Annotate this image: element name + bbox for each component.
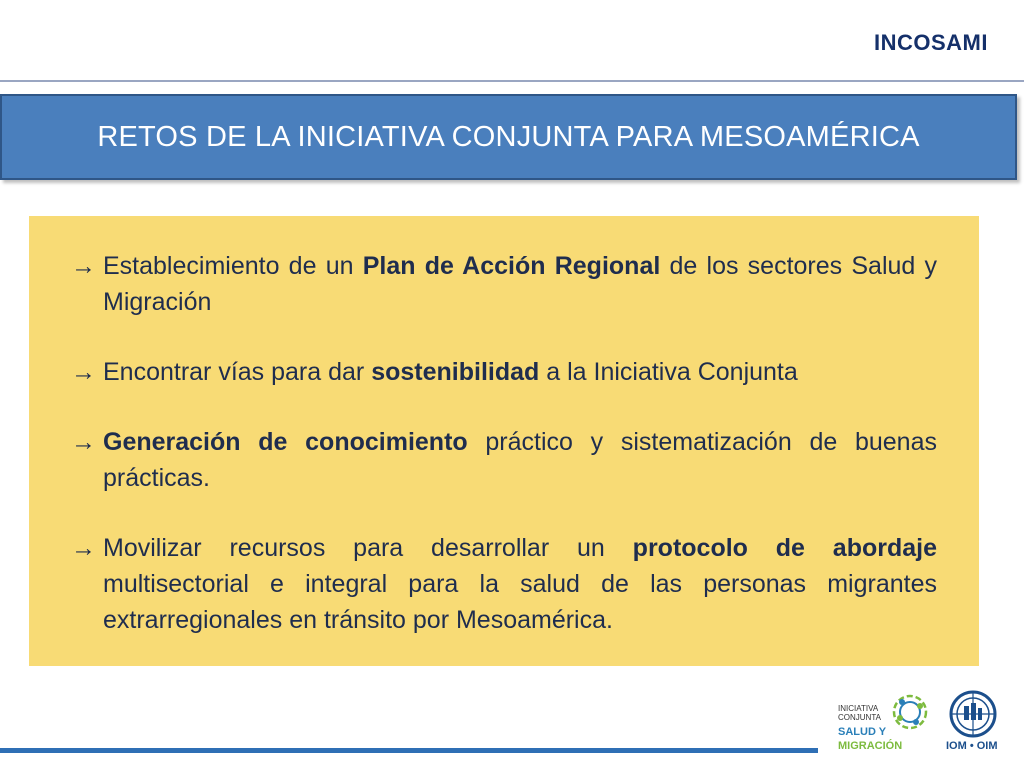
bullet-text: Encontrar vías para dar sostenibilidad a la Iniciativa Conjunta — [103, 358, 798, 386]
iom-label: IOM • OIM — [946, 740, 998, 752]
bullet-item — [71, 530, 937, 638]
slide-title: RETOS DE LA INICIATIVA CONJUNTA PARA MESOAMÉRICA — [97, 120, 920, 153]
arrow-icon: → — [71, 534, 96, 562]
challenges-box — [29, 216, 979, 666]
bullet-text: Generación de conocimiento práctico y sistematización de buenas prácticas. — [103, 428, 937, 492]
bullet-text: Establecimiento de un Plan de Acción Regional de los sectores Salud y Migración — [103, 252, 938, 316]
arrow-icon: → — [71, 428, 96, 456]
title-banner — [0, 94, 1017, 180]
bullet-item — [71, 424, 937, 496]
arrow-icon: → — [71, 358, 96, 386]
logo-text-migracion: MIGRACIÓN — [838, 740, 903, 752]
logo-text-salud: SALUD Y — [838, 726, 887, 738]
logo-text-conjunta: CONJUNTA — [838, 713, 881, 722]
bullet-item — [71, 354, 937, 390]
arrow-icon: → — [71, 252, 96, 280]
bullet-item — [71, 248, 937, 320]
brand-label: INCOSAMI — [874, 30, 988, 55]
top-divider — [0, 80, 1024, 82]
logo-text-iniciativa: INICIATIVA — [838, 704, 879, 713]
bottom-divider — [0, 748, 818, 753]
bullet-text: Movilizar recursos para desarrollar un protocolo de abordaje multisectorial e integral para la salud de las personas migrantes extrarregionales en tránsito por Mesoamérica. — [103, 534, 937, 634]
